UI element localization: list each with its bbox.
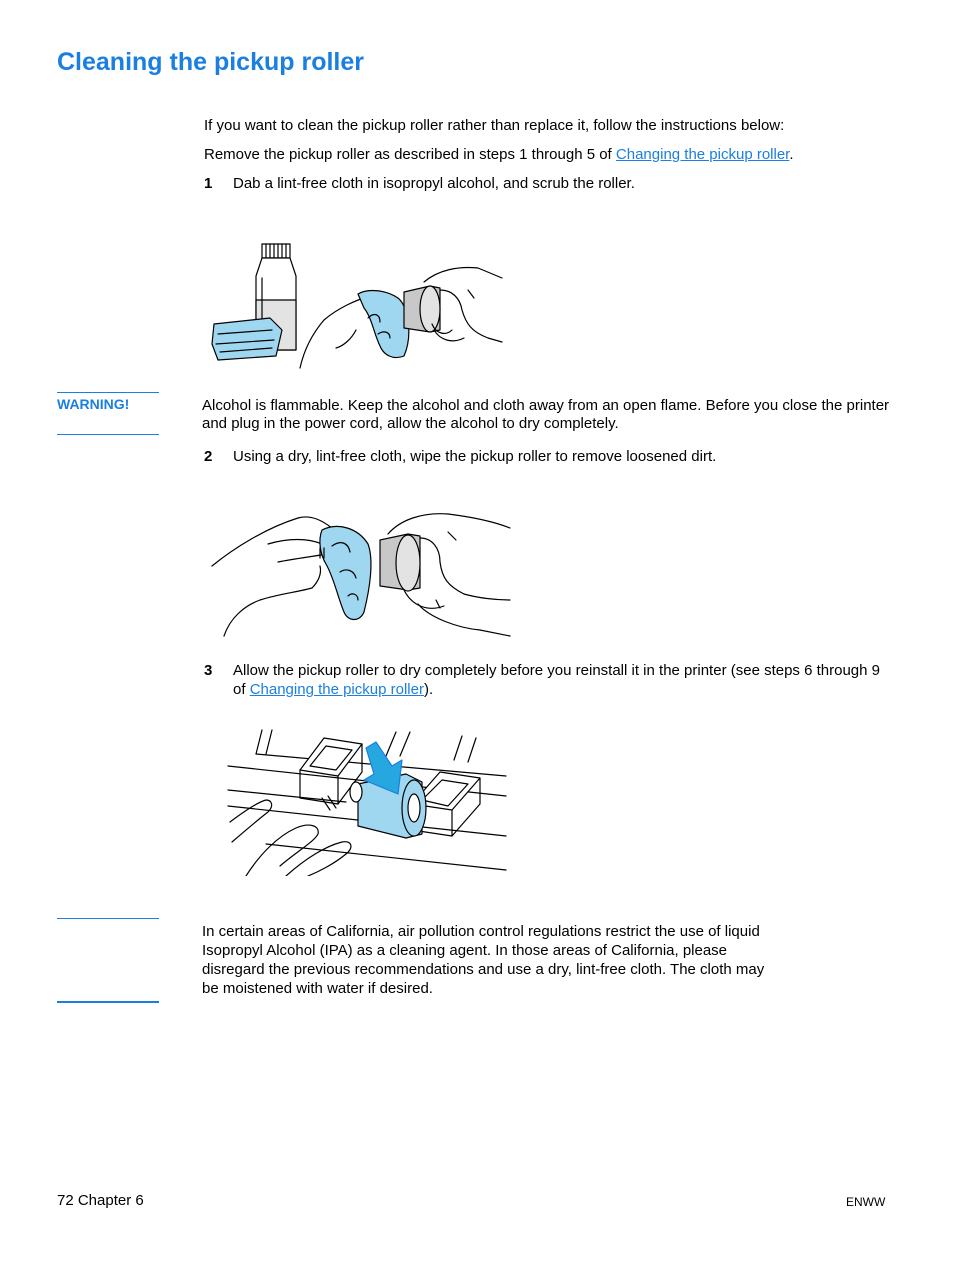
step-3-text-after: ). xyxy=(423,681,434,698)
step-number: 1 xyxy=(204,175,213,192)
warning-rule-bottom xyxy=(57,434,159,435)
step-1 xyxy=(204,174,884,194)
intro-paragraph: If you want to clean the pickup roller rather than replace it, follow the instructions below: xyxy=(204,117,785,134)
step-number: 2 xyxy=(204,448,213,465)
reinstall-roller-illustration xyxy=(226,726,511,876)
note-text: In certain areas of California, air pollution control regulations restrict the use of liquid Isopropyl Alcohol (IPA) as a cleaning agent. In those areas of California, please disregard the previous recommendations and use a dry, lint-free cloth. The cloth may be moistened with water if desired. xyxy=(202,923,765,997)
step-3-text-before: Allow the pickup roller to dry completely before you reinstall it in the printer (see steps 6 through 9 of xyxy=(233,662,880,698)
dry-cloth-wipe-illustration xyxy=(208,508,513,643)
remove-paragraph xyxy=(204,145,894,164)
warning-label: WARNING! xyxy=(57,396,130,412)
step-text: Using a dry, lint-free cloth, wipe the pickup roller to remove loosened dirt. xyxy=(233,448,717,465)
alcohol-cloth-roller-illustration xyxy=(208,238,508,373)
warning-text: Alcohol is flammable. Keep the alcohol and cloth away from an open flame. Before you close the printer and plug in the power cord, allow the alcohol to dry completely. xyxy=(202,397,890,432)
step-text: Dab a lint-free cloth in isopropyl alcohol, and scrub the roller. xyxy=(233,175,635,192)
changing-pickup-roller-link[interactable]: Changing the pickup roller xyxy=(615,146,790,163)
step-number: 3 xyxy=(204,662,213,679)
footer-enww: ENWW xyxy=(846,1195,886,1209)
remove-text-before: Remove the pickup roller as described in steps 1 through 5 of xyxy=(204,146,616,163)
note-rule-bottom xyxy=(57,1001,159,1003)
step-2 xyxy=(204,447,884,467)
note-rule-top xyxy=(57,918,159,919)
page-title: Cleaning the pickup roller xyxy=(57,48,364,76)
changing-pickup-roller-link-2[interactable]: Changing the pickup roller xyxy=(249,681,424,698)
remove-text-after: . xyxy=(789,146,794,163)
footer-page-chapter: 72 Chapter 6 xyxy=(57,1192,144,1209)
step-text xyxy=(233,661,883,699)
step-3 xyxy=(204,661,884,701)
warning-rule-top xyxy=(57,392,159,393)
